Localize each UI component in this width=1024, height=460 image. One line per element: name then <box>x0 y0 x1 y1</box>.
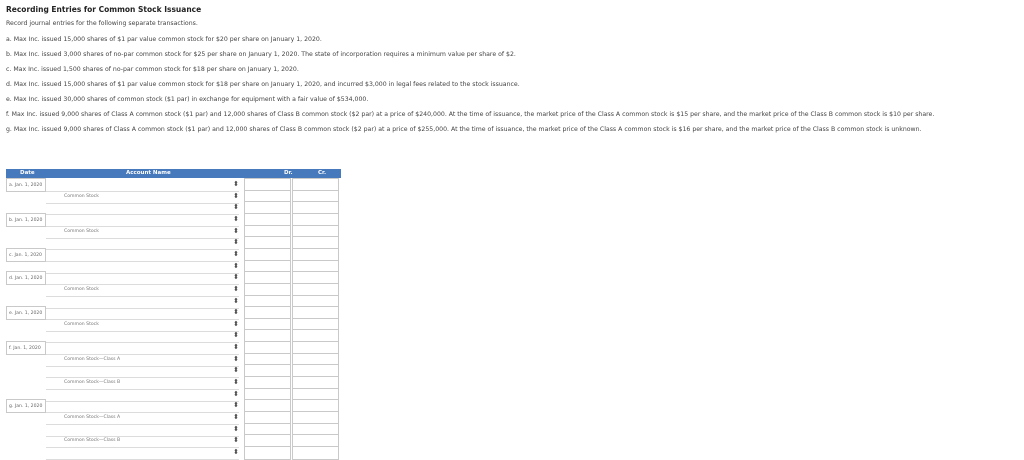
transaction-label: c. <box>6 66 12 73</box>
date-value: g. Jan. 1, 2020 <box>9 404 43 410</box>
select-arrows-icon: ⬍ <box>233 366 239 375</box>
transaction-item <box>6 36 1018 44</box>
select-arrows-icon: ⬍ <box>233 191 239 200</box>
transaction-label: f. <box>6 111 10 118</box>
select-arrows-icon: ⬍ <box>233 447 239 456</box>
transaction-text: Max Inc. issued 30,000 shares of common stock ($1 par) in exchange for equipment with a fair value of $534,000. <box>13 96 369 103</box>
journal-header <box>6 169 341 178</box>
account-value: Common Stock—Class B <box>64 438 121 444</box>
select-arrows-icon: ⬍ <box>233 331 239 340</box>
date-value: b. Jan. 1, 2020 <box>9 217 43 223</box>
select-arrows-icon: ⬍ <box>233 354 239 363</box>
select-arrows-icon: ⬍ <box>233 273 239 282</box>
select-arrows-icon: ⬍ <box>233 308 239 317</box>
credit-input[interactable] <box>292 446 339 460</box>
account-select[interactable] <box>46 446 239 460</box>
select-arrows-icon: ⬍ <box>233 249 239 258</box>
header-date: Date <box>20 170 35 176</box>
date-value: f. Jan. 1, 2020 <box>9 346 41 352</box>
date-value: e. Jan. 1, 2020 <box>9 311 43 317</box>
select-arrows-icon: ⬍ <box>233 343 239 352</box>
date-value: c. Jan. 1, 2020 <box>9 252 42 258</box>
select-arrows-icon: ⬍ <box>233 180 239 188</box>
transaction-item <box>6 66 1018 74</box>
header-credit: Cr. <box>318 170 327 176</box>
select-arrows-icon: ⬍ <box>233 203 239 212</box>
transaction-label: d. <box>6 81 12 88</box>
select-arrows-icon: ⬍ <box>233 226 239 235</box>
account-value: Common Stock <box>64 228 99 234</box>
select-arrows-icon: ⬍ <box>233 214 239 223</box>
transaction-item <box>6 111 1018 119</box>
select-arrows-icon: ⬍ <box>233 296 239 305</box>
date-value: d. Jan. 1, 2020 <box>9 276 43 282</box>
account-value: Common Stock—Class B <box>64 380 121 386</box>
header-debit: Dr. <box>284 170 293 176</box>
debit-input[interactable] <box>244 446 291 460</box>
transaction-text: Max Inc. issued 1,500 shares of no-par common stock for $18 per share on January 1, 2020. <box>13 66 299 73</box>
transaction-item <box>6 51 1018 59</box>
transaction-text: Max Inc. issued 9,000 shares of Class A common stock ($1 par) and 12,000 shares of Class B common stock ($2 par) at a price of $240,000. At the time of issuance, the market price of the Class A common stock is $15 per share, and the market price of the Class B common stock is $10 per share. <box>11 111 935 118</box>
transaction-label: b. <box>6 51 12 58</box>
journal-row <box>6 446 341 460</box>
select-arrows-icon: ⬍ <box>233 389 239 398</box>
header-account-name: Account Name <box>126 170 171 176</box>
select-arrows-icon: ⬍ <box>233 261 239 270</box>
transaction-label: a. <box>6 36 12 43</box>
transaction-label: g. <box>6 126 12 133</box>
select-arrows-icon: ⬍ <box>233 401 239 410</box>
select-arrows-icon: ⬍ <box>233 424 239 433</box>
select-arrows-icon: ⬍ <box>233 319 239 328</box>
transaction-item <box>6 126 1018 134</box>
page-title: Recording Entries for Common Stock Issuance <box>6 5 202 14</box>
account-value: Common Stock—Class A <box>64 356 121 362</box>
account-value: Common Stock—Class A <box>64 415 121 420</box>
account-value: Common Stock <box>64 321 99 327</box>
select-arrows-icon: ⬍ <box>233 413 239 421</box>
account-value: Common Stock <box>64 193 99 199</box>
journal-table <box>6 169 1014 458</box>
select-arrows-icon: ⬍ <box>233 436 239 445</box>
select-arrows-icon: ⬍ <box>233 284 239 293</box>
transaction-text: Max Inc. issued 9,000 shares of Class A common stock ($1 par) and 12,000 shares of Class B common stock ($2 par) at a price of $255,000. At the time of issuance, the market price of the Class A common stock is $16 per share, and the market price of the Class B common stock is unknown. <box>13 126 922 133</box>
select-arrows-icon: ⬍ <box>233 238 239 247</box>
transaction-item <box>6 96 1018 104</box>
date-value: a. Jan. 1, 2020 <box>9 183 43 188</box>
account-value: Common Stock <box>64 286 99 292</box>
transaction-list <box>6 36 1018 141</box>
transaction-text: Max Inc. issued 15,000 shares of $1 par value common stock for $18 per share on January 1, 2020, and incurred $3,000 in legal fees related to the stock issuance. <box>13 81 520 88</box>
select-arrows-icon: ⬍ <box>233 378 239 387</box>
transaction-text: Max Inc. issued 3,000 shares of no-par common stock for $25 per share on January 1, 2020. The state of incorporation requires a minimum value per share of $2. <box>13 51 516 58</box>
transaction-label: e. <box>6 96 12 103</box>
transaction-item <box>6 81 1018 89</box>
transaction-text: Max Inc. issued 15,000 shares of $1 par value common stock for $20 per share on January 1, 2020. <box>13 36 322 43</box>
instructions-text: Record journal entries for the following separate transactions. <box>6 20 198 27</box>
